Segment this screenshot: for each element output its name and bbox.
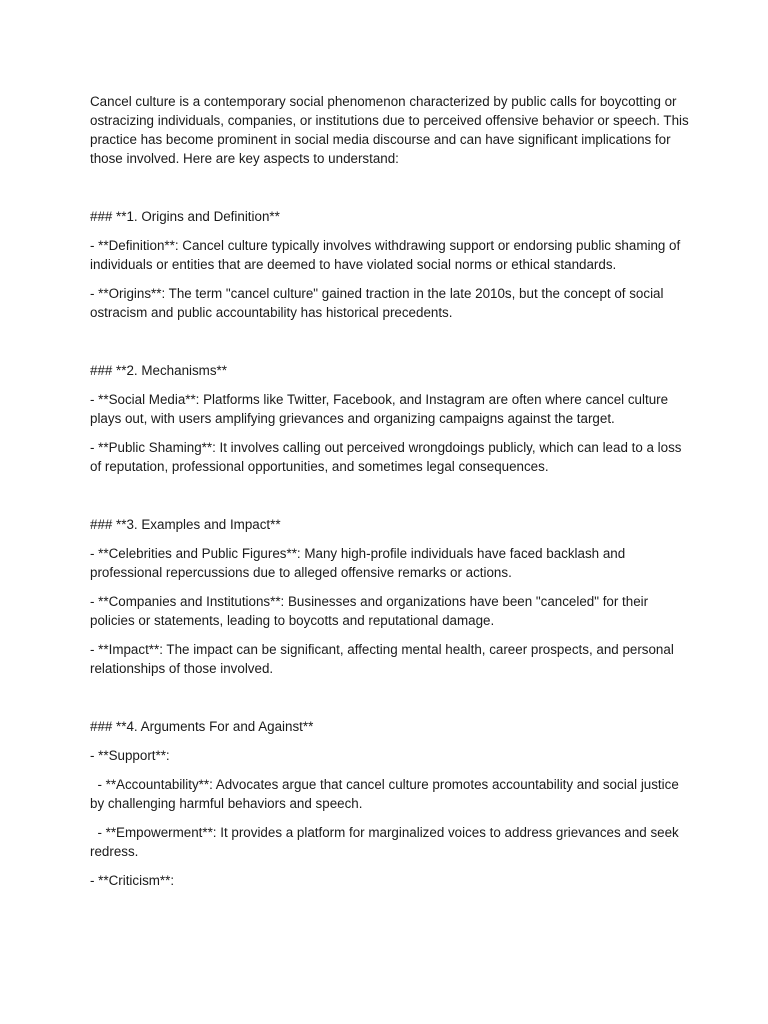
section-heading-examples: ### **3. Examples and Impact** — [90, 517, 281, 532]
list-item: - **Empowerment**: It provides a platform for marginalized voices to address grievances and seek redress. — [90, 825, 683, 859]
list-item: - **Origins**: The term "cancel culture" gained traction in the late 2010s, but the concept of social ostracism and public accountability has historical precedents. — [90, 286, 668, 320]
document-body — [90, 92, 693, 890]
list-item: - **Criticism**: — [90, 873, 175, 888]
section-heading-origins: ### **1. Origins and Definition** — [90, 209, 280, 224]
section-heading-mechanisms: ### **2. Mechanisms** — [90, 363, 227, 378]
list-item: - **Celebrities and Public Figures**: Many high-profile individuals have faced backlash and professional repercussions due to alleged offensive remarks or actions. — [90, 546, 629, 580]
section-heading-arguments: ### **4. Arguments For and Against** — [90, 719, 314, 734]
list-item: - **Public Shaming**: It involves calling out perceived wrongdoings publicly, which can lead to a loss of reputation, professional opportunities, and sometimes legal consequences. — [90, 440, 686, 474]
list-item: - **Definition**: Cancel culture typically involves withdrawing support or endorsing public shaming of individuals or entities that are deemed to have violated social norms or ethical standards. — [90, 238, 684, 272]
list-item: - **Impact**: The impact can be significant, affecting mental health, career prospects, and personal relationships of those involved. — [90, 642, 678, 676]
list-item: - **Support**: — [90, 748, 170, 763]
intro-paragraph: Cancel culture is a contemporary social phenomenon characterized by public calls for boycotting or ostracizing individuals, companies, or institutions due to perceived offensive behavior or speech. This practice has become prominent in social media discourse and can have significant implications for those involved. Here are key aspects to understand: — [90, 94, 693, 166]
list-item: - **Social Media**: Platforms like Twitter, Facebook, and Instagram are often where cancel culture plays out, with users amplifying grievances and organizing campaigns against the target. — [90, 392, 672, 426]
list-item: - **Accountability**: Advocates argue that cancel culture promotes accountability and social justice by challenging harmful behaviors and speech. — [90, 777, 683, 811]
list-item: - **Companies and Institutions**: Businesses and organizations have been "canceled" for their policies or statements, leading to boycotts and reputational damage. — [90, 594, 652, 628]
